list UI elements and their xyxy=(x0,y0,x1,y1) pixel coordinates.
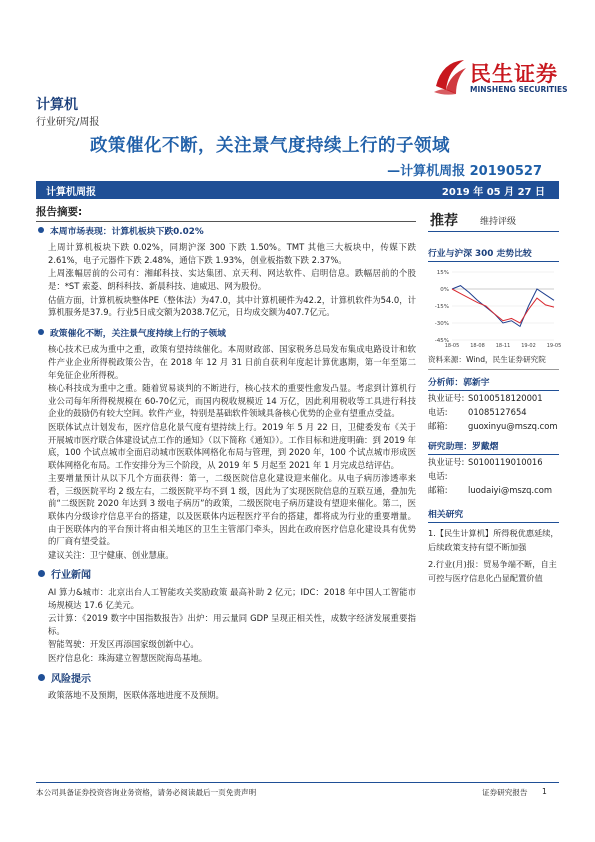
brand-name-en: MINSHENG SECURITIES xyxy=(470,85,568,94)
y-tick-label: -45% xyxy=(434,338,449,344)
bullet-dot-icon xyxy=(38,227,44,233)
assistant-cert-row: 执业证号: S0100119010016 xyxy=(428,456,543,467)
paragraph: 政策落地不及预期，医联体落地进度不及预期。 xyxy=(48,690,224,701)
paragraph: 智能驾驶：开发区再添国家级创新中心。 xyxy=(48,639,199,650)
chart-source: 资料来源：Wind，民生证券研究院 xyxy=(428,354,559,370)
footer-doc-type: 证券研究报告 xyxy=(482,788,528,797)
y-tick-label: -30% xyxy=(434,321,449,327)
paragraph: 建议关注：卫宁健康、创业慧康。 xyxy=(48,549,174,560)
y-tick-label: -15% xyxy=(434,304,449,310)
x-tick-label: 19-05 xyxy=(546,343,562,349)
x-tick-label: 18-05 xyxy=(444,343,460,349)
brand-name-cn: 民生证券 xyxy=(470,62,558,86)
paragraph: 上周计算机板块下跌 0.02%，同期沪深 300 下跌 1.50%。TMT 其他三大板块中，传媒下跌 2.61%，电子元器件下跌 2.48%，通信下跌 1.93%，创业板指数下跌 2.37%。 xyxy=(48,242,416,265)
bar-series-name: 计算机周报 xyxy=(46,187,96,198)
analyst-email-row: 邮箱: guoxinyu@mszq.com xyxy=(428,421,558,432)
chart-title: 行业与沪深 300 走势比较 xyxy=(428,246,559,262)
related-report-link[interactable]: 2.行业(月)报：贸易争端不断，自主可控与医疗信息化凸显配置价值 xyxy=(428,559,557,583)
trend-chart xyxy=(428,266,562,350)
section-heading: 本周市场表现：计算机板块下跌0.02% xyxy=(36,226,416,239)
related-heading: 相关研究 xyxy=(428,507,559,523)
section-heading: 政策催化不断，关注景气度持续上行的子领域 xyxy=(36,328,416,341)
bullet-dot-icon xyxy=(38,570,45,577)
rating-note: 维持评级 xyxy=(480,217,517,227)
paragraph: 估值方面，计算机板块整体PE（整体法）为47.0，其中计算机硬件为42.2，计算机软件为54.0，计算机服务是37.9。行业5日成交额为2038.7亿元，日均成交额为407.7亿元。 xyxy=(48,294,416,318)
paragraph: 上周涨幅居前的公司有：湘邮科技、实达集团、京天利、网达软件、启明信息。跌幅居前的个股是：*ST 索菱、朗科科技、新晨科技、迪威迅、网为股份。 xyxy=(48,268,416,291)
analyst-cert-row: 执业证号: S0100518120001 xyxy=(428,393,543,403)
report-type: 行业研究/周报 xyxy=(36,117,100,128)
section-heading: 行业新闻 xyxy=(36,570,416,583)
paragraph: 云计算：《2019 数字中国指数报告》出炉：用云量同 GDP 呈现正相关性，成数字经济发展重要指标。 xyxy=(48,613,416,636)
bullet-dot-icon xyxy=(38,329,44,335)
brand-logo xyxy=(432,54,582,100)
bullet-dot-icon xyxy=(38,674,45,681)
paragraph: 医联体试点计划发布，医疗信息化景气度有望持续上行。2019 年 5 月 22 日，卫健委发布《关于开展城市医疗联合体建设试点工作的通知》（以下简称《通知》）。工作目标和进度明确：到 2019 年底，100 个试点城市全面启动城市医联体网格化布局与管理，到 2020 年，100 个试点城市形成医联体网格化布局。工作安排分为三个阶段，从 2019 年 5 月起至 2021 年 1 月完成总结评估。 xyxy=(48,421,416,470)
paragraph: 核心技术已成为重中之重，政策有望持续催化。本周财政部、国家税务总局发布集成电路设计和软件产业企业所得税政策公告，在 2018 年 12 月 31 日前自获利年度起计算优惠期，第一年至第二年免征企业所得税。 xyxy=(48,344,416,380)
sidebar-column xyxy=(428,206,562,585)
page-number: 1 xyxy=(542,787,547,796)
y-tick-label: 15% xyxy=(436,270,449,276)
x-tick-label: 18-11 xyxy=(495,343,511,349)
x-tick-label: 18-08 xyxy=(470,343,485,349)
paragraph: 主要增量预计从以下几个方面获得：第一，二级医院信息化建设迎来催化。从电子病历渗透率来看，三级医院平均 2 级左右，二级医院平均不到 1 级，因此为了实现医院信息的互联互通，叠加先前“二级医院 2020 年达到 3 级电子病历”的政策，二级医院电子病历建设有望迎来催化。第二，医联体内分级诊疗信息平台的搭建，以及医联体内远程医疗平台的搭建，都将成为行业的重要增量。由于医联体内的平台预计将由相关地区的卫生主管部门牵头，因此在政府医疗信息化建设具有优势的厂商有望受益。 xyxy=(48,473,416,547)
x-tick-label: 19-02 xyxy=(521,343,536,349)
analyst-phone-row: 电话: 01085127654 xyxy=(428,407,527,418)
logo-emblem-icon xyxy=(432,56,468,96)
paragraph: 核心科技成为重中之重。随着贸易谈判的不断进行，核心技术的重要性愈发凸显。考虑到计算机行业公司每年所得税规模在 60-70亿元，而国内税收规模近 14 万亿，因此利用税收等工具进行科技企业的鼓励仍有较大空间。软件产业，特别是基础软件领域具备核心优势的企业有望重点受益。 xyxy=(48,383,416,419)
summary-column xyxy=(36,206,416,703)
report-title: 政策催化不断，关注景气度持续上行的子领域 xyxy=(90,136,450,156)
sector-label: 计算机 xyxy=(36,97,78,113)
section-heading: 风险提示 xyxy=(36,674,416,687)
report-subtitle: —计算机周报 20190527 xyxy=(387,164,542,179)
y-tick-label: 0% xyxy=(440,287,449,293)
related-report-link[interactable]: 1.【民生计算机】所得税优惠延续，后续政策支持有望不断加强 xyxy=(428,528,559,552)
summary-title: 报告摘要: xyxy=(36,206,416,222)
analyst-heading: 分析师：郭新宇 xyxy=(428,375,559,391)
paragraph: AI 算力&城市：北京出台人工智能攻关奖励政策 最高补助 2 亿元；IDC：2018 年中国人工智能市场规模达 17.6 亿美元。 xyxy=(48,587,416,610)
title-bar xyxy=(36,181,559,199)
assistant-heading: 研究助理：罗戴熠 xyxy=(428,439,559,455)
footer-divider xyxy=(36,782,559,783)
rating-label: 推荐 xyxy=(430,213,458,229)
assistant-phone-row: 电话: xyxy=(428,470,448,481)
assistant-email-row: 邮箱: luodaiyi@mszq.com xyxy=(428,485,552,496)
footer-disclaimer: 本公司具备证券投资咨询业务资格，请务必阅读最后一页免责声明 xyxy=(36,788,257,797)
rating-row xyxy=(428,206,559,232)
report-date: 2019 年 05 月 27 日 xyxy=(441,187,545,198)
paragraph: 医疗信息化：珠海建立智慧医院海岛基地。 xyxy=(48,653,208,663)
